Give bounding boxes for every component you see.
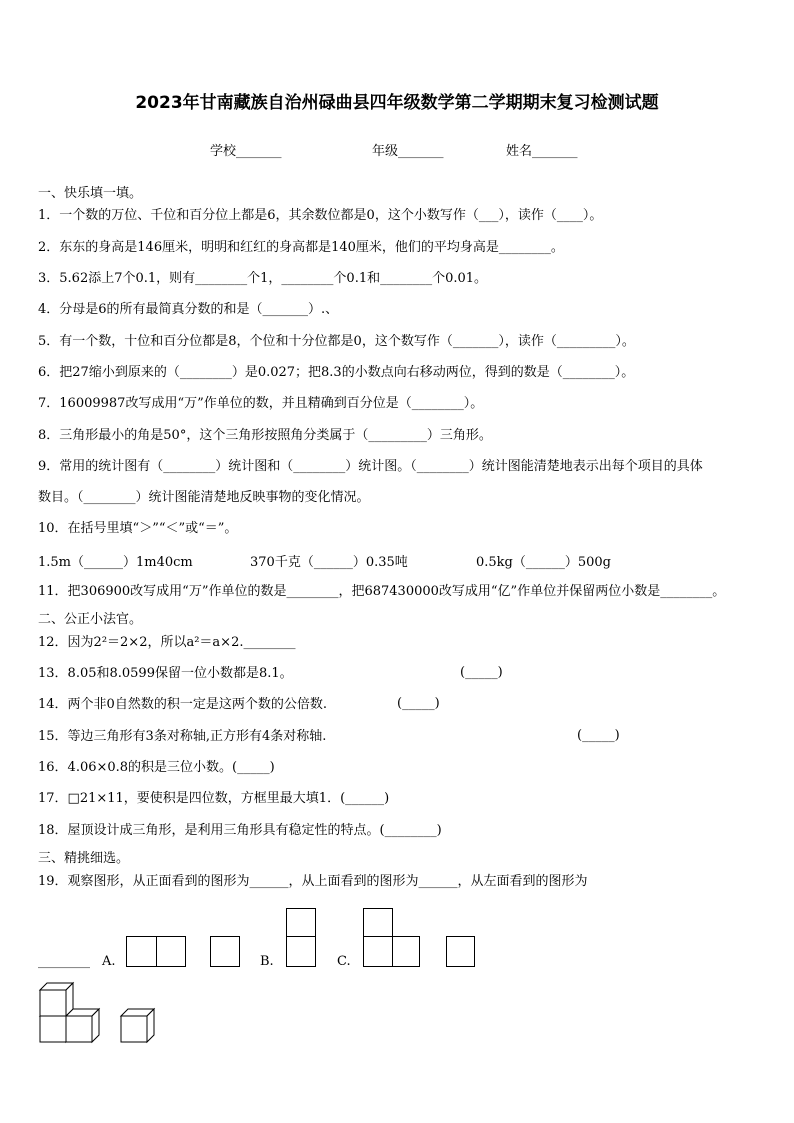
question-5: 5．有一个数，十位和百分位都是8，个位和十分位都是0，这个数写作（_______），读作（_________）。 — [38, 334, 635, 349]
name-field: 姓名_______ — [506, 144, 578, 159]
question-11: 11．把306900改写成用“万”作单位的数是________，把687430000改写成用“亿”作单位并保留两位小数是________。 — [38, 584, 726, 599]
option-b-square — [286, 908, 316, 937]
option-a-square — [210, 936, 240, 967]
option-a-label: A. — [102, 954, 116, 969]
option-a-square — [156, 936, 186, 967]
question-17: 17．□21×11，要使积是四位数，方框里最大填1．(______) — [38, 791, 390, 806]
question-15: 15．等边三角形有3条对称轴,正方形有4条对称轴. — [38, 729, 327, 744]
question-10-item-b: 370千克（______）0.35吨 — [250, 555, 408, 570]
section-heading-judge: 二、公正小法官。 — [38, 612, 143, 627]
question-7: 7．16009987改写成用“万”作单位的数，并且精确到百分位是（________）。 — [38, 396, 484, 411]
question-8: 8．三角形最小的角是50°，这个三角形按照角分类属于（_________）三角形。 — [38, 428, 492, 443]
option-c-square — [363, 936, 393, 967]
option-c-square — [363, 908, 393, 937]
question-13: 13．8.05和8.0599保留一位小数都是8.1。 — [38, 666, 293, 681]
question-9-line-2: 数目。（________）统计图能清楚地反映事物的变化情况。 — [38, 490, 370, 505]
cube-stack-illustration — [36, 980, 160, 1044]
page-title: 2023年甘南藏族自治州碌曲县四年级数学第二学期期末复习检测试题 — [135, 93, 659, 113]
question-10: 10．在括号里填“＞”“＜”或“＝”。 — [38, 521, 238, 536]
option-a-square — [126, 936, 157, 967]
question-2: 2．东东的身高是146厘米，明明和红红的身高都是140厘米，他们的平均身高是________。 — [38, 240, 564, 255]
option-b-label: B. — [260, 954, 274, 969]
question-12: 12．因为2²＝2×2，所以a²＝a×2.________ — [38, 635, 296, 650]
option-b-square — [286, 936, 316, 967]
cube-face — [121, 1016, 147, 1042]
cube-face — [40, 990, 66, 1016]
question-16: 16．4.06×0.8的积是三位小数。(_____) — [38, 760, 275, 775]
question-10-item-a: 1.5m（______）1m40cm — [38, 555, 193, 570]
question-4: 4．分母是6的所有最简真分数的和是（_______）.、 — [38, 302, 339, 317]
option-c-label: C. — [337, 954, 351, 969]
grade-field: 年级_______ — [372, 144, 444, 159]
option-c-square — [392, 936, 420, 967]
option-c-square — [446, 936, 475, 967]
school-field: 学校_______ — [210, 144, 282, 159]
question-1: 1．一个数的万位、千位和百分位上都是6，其余数位都是0，这个小数写作（___），读作（____）。 — [38, 208, 603, 223]
question-18: 18．屋顶设计成三角形，是利用三角形具有稳定性的特点。(________) — [38, 823, 442, 838]
cube-face — [40, 1016, 66, 1042]
question-10-item-c: 0.5kg（______）500g — [476, 555, 612, 570]
question-15-answer-paren: (_____) — [577, 728, 620, 743]
section-heading-fill-in: 一、快乐填一填。 — [38, 186, 143, 201]
question-14-answer-paren: (_____) — [397, 696, 440, 711]
question-19-answer-blank: ________ — [38, 954, 90, 969]
question-19: 19．观察图形，从正面看到的图形为______，从上面看到的图形为______，从左面看到的图形为 — [38, 874, 588, 889]
question-9-line-1: 9．常用的统计图有（________）统计图和（________）统计图。（________）统计图能清楚地表示出每个项目的具体 — [38, 459, 703, 474]
question-3: 3．5.62添上7个0.1，则有________个1，________个0.1和________个0.01。 — [38, 271, 488, 286]
section-heading-choose: 三、精挑细选。 — [38, 851, 130, 866]
question-14: 14．两个非0自然数的积一定是这两个数的公倍数. — [38, 697, 327, 712]
cube-face — [66, 1016, 92, 1042]
question-6: 6．把27缩小到原来的（________）是0.027；把8.3的小数点向右移动两位，得到的数是（________）。 — [38, 365, 635, 380]
question-13-answer-paren: (_____) — [460, 665, 503, 680]
